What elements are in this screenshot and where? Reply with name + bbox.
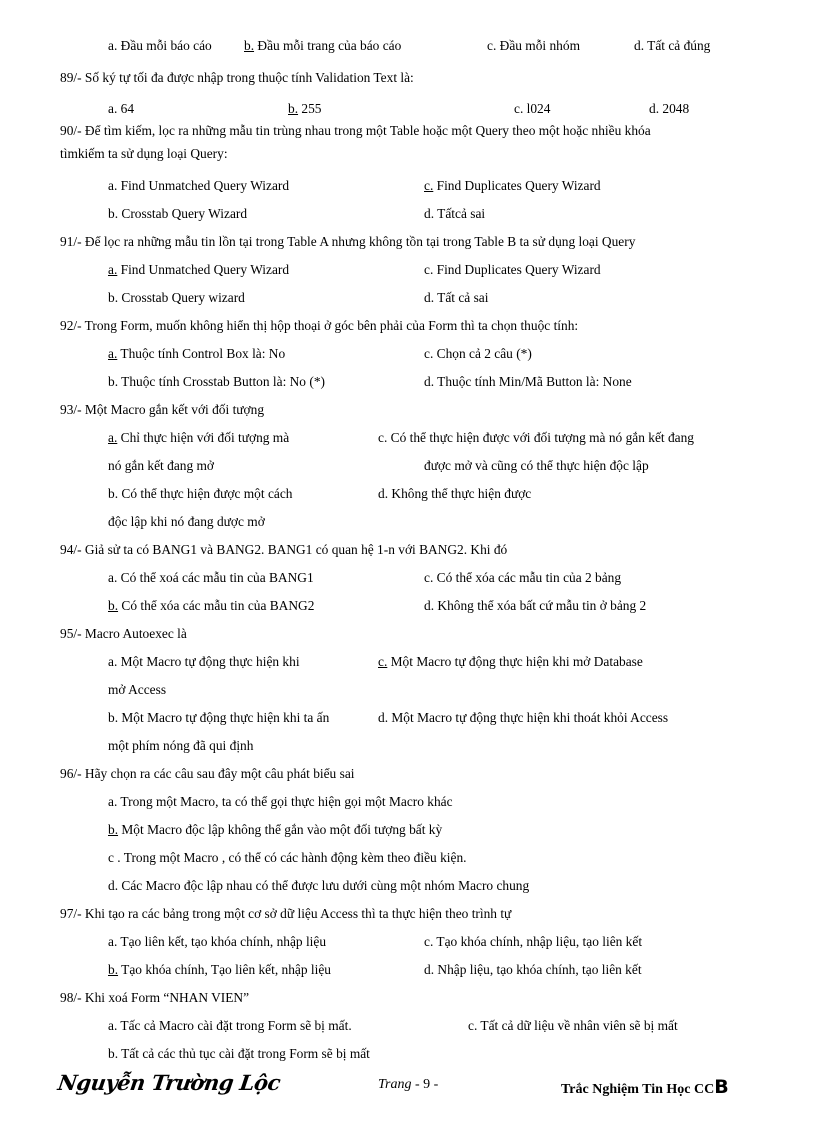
answer-option: [424, 570, 621, 586]
option-marker: a.: [108, 934, 118, 949]
answer-option: [649, 101, 689, 117]
answer-option: [108, 101, 134, 117]
option-text: 64: [117, 101, 135, 116]
option-marker: b.: [108, 1046, 119, 1061]
answer-option: [424, 598, 646, 614]
option-marker: c.: [424, 570, 434, 585]
option-text: Có thể thực hiện được một cách: [118, 486, 293, 501]
document-title-text: Trắc Nghiệm Tin Học CC: [561, 1082, 715, 1097]
answer-option: [514, 101, 550, 117]
option-marker: c .: [108, 850, 121, 865]
answer-option: [378, 430, 694, 446]
option-text: Find Unmatched Query Wizard: [117, 262, 290, 277]
option-marker: d.: [108, 878, 119, 893]
answer-option: [424, 346, 532, 362]
question-text: 93/- Một Macro gắn kết với đối tượng: [60, 402, 265, 417]
document-title: [561, 1076, 729, 1098]
option-text-cont: một phím nóng đã qui định: [108, 738, 254, 753]
option-marker: a.: [108, 794, 118, 809]
option-text: Tất cả sai: [434, 290, 489, 305]
option-text: Find Duplicates Query Wizard: [433, 262, 601, 277]
answer-option: [108, 346, 285, 362]
answer-option: [108, 430, 289, 446]
question-text: 94/- Giả sử ta có BANG1 và BANG2. BANG1 có quan hệ 1-n với BANG2. Khi đó: [60, 542, 508, 557]
option-text: Có thể xoá các mẫu tin của BANG1: [117, 570, 314, 585]
answer-option: [634, 38, 710, 54]
option-marker: a.: [108, 1018, 118, 1033]
question-text: 89/- Số ký tự tối đa được nhập trong thuộc tính Validation Text là:: [60, 70, 414, 85]
correct-answer-marker: c.: [378, 654, 388, 669]
author-signature: Nguyễn Trường Lộc: [56, 1070, 282, 1095]
option-text: Thuộc tính Control Box là: No: [117, 346, 286, 361]
option-text: Một Macro tự động thực hiện khi thoát khỏi Access: [388, 710, 669, 725]
answer-option: [108, 654, 300, 670]
option-text: Có thể xóa các mẫu tin của 2 bảng: [433, 570, 622, 585]
answer-option: [108, 262, 289, 278]
page-value: - 9 -: [411, 1077, 439, 1092]
option-text: Các Macro độc lập nhau có thể được lưu dưới cùng một nhóm Macro chung: [118, 878, 530, 893]
answer-option: [108, 570, 314, 586]
question-text: 95/- Macro Autoexec là: [60, 626, 187, 641]
option-text: Tất cả các thủ tục cài đặt trong Form sẽ bị mất: [118, 1046, 370, 1061]
answer-option: [108, 1018, 352, 1034]
option-text: Chỉ thực hiện với đối tượng mà: [117, 430, 290, 445]
answer-option: [108, 178, 289, 194]
option-text-cont: độc lập khi nó đang dược mở: [108, 514, 265, 529]
answer-option: [108, 962, 331, 978]
answer-option: [378, 710, 668, 726]
option-marker: d.: [634, 38, 645, 53]
option-text: Một Macro tự động thực hiện khi: [117, 654, 300, 669]
question-text: 98/- Khi xoá Form “NHAN VIEN”: [60, 990, 250, 1005]
option-text: Tất cả dữ liệu về nhân viên sẽ bị mất: [477, 1018, 678, 1033]
option-text: Tạo khóa chính, Tạo liên kết, nhập liệu: [118, 962, 332, 977]
option-marker: c.: [424, 262, 434, 277]
option-text: Tấc cả Macro cài đặt trong Form sẽ bị mất.: [117, 1018, 352, 1033]
option-marker: b.: [108, 710, 119, 725]
answer-option: [108, 794, 453, 810]
option-text: Tấtcả sai: [434, 206, 486, 221]
page-number: [378, 1077, 438, 1093]
option-marker: c.: [424, 346, 434, 361]
answer-option: [108, 710, 329, 726]
option-text: Find Duplicates Query Wizard: [433, 178, 601, 193]
answer-option: [378, 486, 531, 502]
option-text: Nhập liệu, tạo khóa chính, tạo liên kết: [434, 962, 642, 977]
answer-option: [108, 374, 325, 390]
option-marker: a.: [108, 38, 118, 53]
correct-answer-marker: a.: [108, 262, 118, 277]
option-text: Tạo khóa chính, nhập liệu, tạo liên kết: [433, 934, 643, 949]
answer-option: [108, 290, 245, 306]
option-text: Trong một Macro, ta có thể gọi thực hiện gọi một Macro khác: [117, 794, 453, 809]
correct-answer-marker: a.: [108, 430, 118, 445]
option-text: 2048: [659, 101, 690, 116]
answer-option: [108, 850, 467, 866]
option-text: Có thể thực hiện được với đối tượng mà nó gắn kết đang: [387, 430, 694, 445]
answer-option: [468, 1018, 678, 1034]
option-text: l024: [523, 101, 551, 116]
option-marker: d.: [378, 486, 389, 501]
option-marker: d.: [424, 374, 435, 389]
option-marker: c.: [424, 934, 434, 949]
option-text: 255: [298, 101, 322, 116]
answer-option: [288, 101, 321, 117]
correct-answer-marker: b.: [244, 38, 255, 53]
option-marker: c.: [378, 430, 388, 445]
option-text: Thuộc tính Crosstab Button là: No (*): [118, 374, 325, 389]
option-text: Không thể xóa bất cứ mẫu tin ở bảng 2: [434, 598, 647, 613]
option-marker: a.: [108, 570, 118, 585]
option-text: Tạo liên kết, tạo khóa chính, nhập liệu: [117, 934, 327, 949]
option-text: Đầu mỗi nhóm: [496, 38, 580, 53]
answer-option: [487, 38, 580, 54]
answer-option: [424, 962, 642, 978]
option-text: Thuộc tính Min/Mã Button là: None: [434, 374, 632, 389]
answer-option: [108, 822, 442, 838]
answer-option: [424, 934, 642, 950]
option-marker: b.: [108, 374, 119, 389]
correct-answer-marker: c.: [424, 178, 434, 193]
option-text: Tất cả đúng: [644, 38, 711, 53]
answer-option: [108, 878, 529, 894]
question-text: 92/- Trong Form, muốn không hiển thị hộp thoại ở góc bên phải của Form thì ta chọn thuộc tính:: [60, 318, 579, 333]
question-text-cont: tìmkiếm ta sử dụng loại Query:: [60, 146, 228, 161]
page-label: Trang: [378, 1077, 412, 1092]
option-marker: c.: [514, 101, 524, 116]
option-marker: a.: [108, 101, 118, 116]
question-text: 97/- Khi tạo ra các bảng trong một cơ sở dữ liệu Access thì ta thực hiện theo trình tự: [60, 906, 512, 921]
answer-option: [108, 1046, 370, 1062]
option-text: Crosstab Query Wizard: [118, 206, 248, 221]
option-text: Crosstab Query wizard: [118, 290, 245, 305]
answer-option: [108, 486, 292, 502]
answer-option: [424, 178, 601, 194]
document-level: B: [714, 1076, 729, 1098]
option-text: Đầu mỗi trang của báo cáo: [254, 38, 402, 53]
option-text: Một Macro tự động thực hiện khi mở Database: [387, 654, 643, 669]
answer-option: [108, 38, 212, 54]
option-marker: a.: [108, 654, 118, 669]
answer-option: [244, 38, 401, 54]
answer-option: [108, 598, 314, 614]
option-marker: d.: [649, 101, 660, 116]
answer-option: [424, 262, 601, 278]
option-text-cont: nó gắn kết đang mở: [108, 458, 215, 473]
option-text: Một Macro tự động thực hiện khi ta ấn: [118, 710, 330, 725]
option-text: Chọn cả 2 câu (*): [433, 346, 532, 361]
answer-option: [378, 654, 643, 670]
correct-answer-marker: b.: [288, 101, 299, 116]
option-text-cont: được mở và cũng có thể thực hiện độc lập: [424, 458, 649, 473]
option-text: Trong một Macro , có thể có các hành động kèm theo điều kiện.: [120, 850, 467, 865]
option-marker: d.: [378, 710, 389, 725]
question-text: 90/- Để tìm kiếm, lọc ra những mẫu tin trùng nhau trong một Table hoặc một Query theo một hoặc nhiều khóa: [60, 123, 651, 138]
option-marker: b.: [108, 206, 119, 221]
option-text: Find Unmatched Query Wizard: [117, 178, 290, 193]
answer-option: [108, 934, 326, 950]
option-marker: c.: [468, 1018, 478, 1033]
option-marker: b.: [108, 486, 119, 501]
option-marker: d.: [424, 962, 435, 977]
option-text-cont: mở Access: [108, 682, 167, 697]
answer-option: [424, 374, 632, 390]
option-text: Một Macro độc lập không thể gắn vào một đối tượng bất kỳ: [118, 822, 443, 837]
correct-answer-marker: b.: [108, 962, 119, 977]
correct-answer-marker: b.: [108, 822, 119, 837]
question-text: 96/- Hãy chọn ra các câu sau đây một câu phát biểu sai: [60, 766, 355, 781]
option-marker: d.: [424, 290, 435, 305]
option-text: Đầu mỗi báo cáo: [117, 38, 212, 53]
answer-option: [424, 290, 488, 306]
option-marker: d.: [424, 598, 435, 613]
option-marker: c.: [487, 38, 497, 53]
option-text: Không thể thực hiện được: [388, 486, 532, 501]
answer-option: [424, 206, 485, 222]
correct-answer-marker: b.: [108, 598, 119, 613]
question-text: 91/- Để lọc ra những mẫu tin lồn tại trong Table A nhưng không tồn tại trong Table B ta sử dụng loại Query: [60, 234, 636, 249]
option-marker: b.: [108, 290, 119, 305]
option-marker: a.: [108, 178, 118, 193]
option-text: Có thể xóa các mẫu tin của BANG2: [118, 598, 315, 613]
correct-answer-marker: a.: [108, 346, 118, 361]
option-marker: d.: [424, 206, 435, 221]
answer-option: [108, 206, 247, 222]
